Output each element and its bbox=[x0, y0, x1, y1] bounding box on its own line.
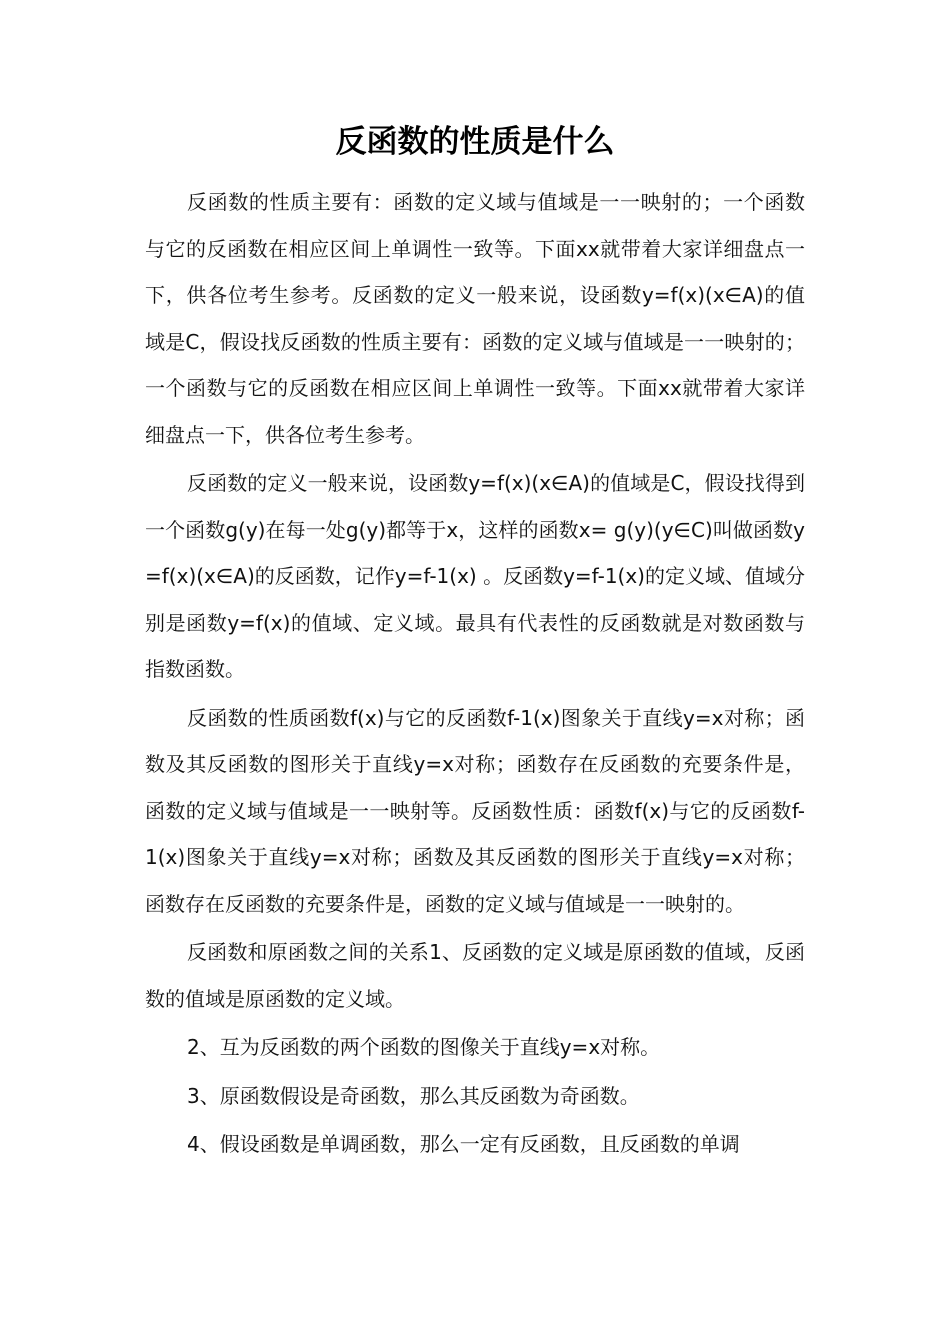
paragraph-7: 4、假设函数是单调函数，那么一定有反函数，且反函数的单调 bbox=[187, 1132, 740, 1156]
paragraph-3: 反函数的性质函数f(x)与它的反函数f-1(x)图象关于直线y=x对称；函数及其反函数的图形关于直线y=x对称；函数存在反函数的充要条件是，函数的定义域与值域是一一映射等。反函数性质：函数f(x)与它的反函数f-1(x)图象关于直线y=x对称；函数及其反函数的图形关于直线y=x对称；函数存在反函数的充要条件是，函数的定义域与值域是一一映射的。 bbox=[145, 705, 805, 916]
document-title: 反函数的性质是什么 bbox=[335, 124, 615, 160]
paragraph-4: 反函数和原函数之间的关系1、反函数的定义域是原函数的值域，反函数的值域是原函数的定义域。 bbox=[145, 940, 805, 1011]
document-body bbox=[145, 179, 805, 1170]
paragraph-5: 2、互为反函数的两个函数的图像关于直线y=x对称。 bbox=[187, 1035, 661, 1059]
paragraph-1: 反函数的性质主要有：函数的定义域与值域是一一映射的；一个函数与它的反函数在相应区间上单调性一致等。下面xx就带着大家详细盘点一下，供各位考生参考。反函数的定义一般来说，设函数y=f(x)(x∈A)的值域是C，假设找反函数的性质主要有：函数的定义域与值域是一一映射的；一个函数与它的反函数在相应区间上单调性一致等。下面xx就带着大家详细盘点一下，供各位考生参考。 bbox=[145, 190, 805, 447]
paragraph-6: 3、原函数假设是奇函数，那么其反函数为奇函数。 bbox=[187, 1083, 640, 1108]
paragraph-2: 反函数的定义一般来说，设函数y=f(x)(x∈A)的值域是C，假设找得到一个函数g(y)在每一处g(y)都等于x，这样的函数x= g(y)(y∈C)叫做函数y=f(x)(x∈A)的反函数，记作y=f-1(x) 。反函数y=f-1(x)的定义域、值域分别是函数y=f(x)的值域、定义域。最具有代表性的反函数就是对数函数与指数函数。 bbox=[145, 471, 805, 681]
